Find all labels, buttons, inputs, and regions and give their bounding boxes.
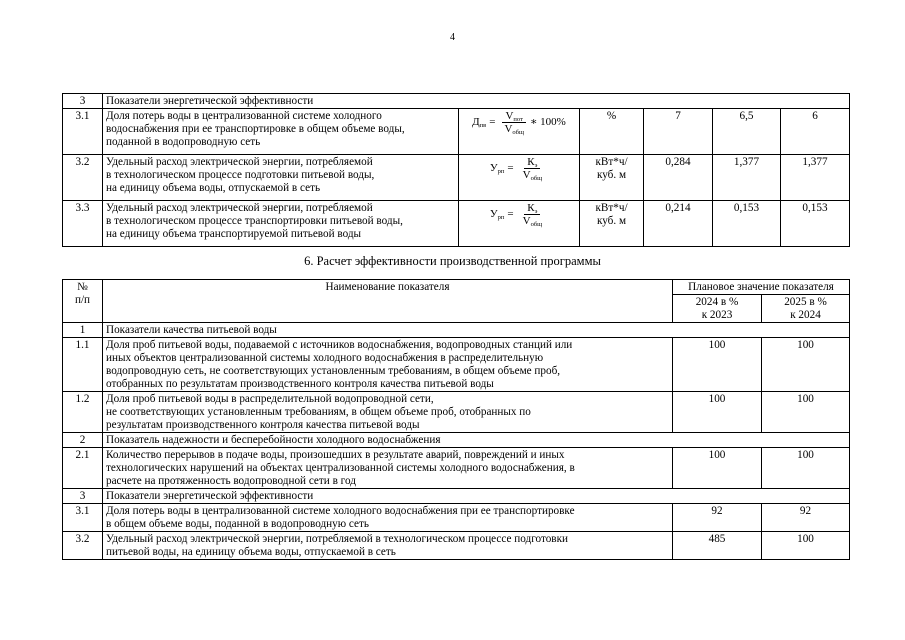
header-name: Наименование показателя: [103, 280, 673, 323]
row-number: 2.1: [63, 448, 103, 489]
section-name: Показатели энергетической эффективности: [103, 489, 850, 504]
indicator-name-line: водоснабжения при ее транспортировке в общем объеме воды,: [106, 123, 405, 135]
section-row: [63, 489, 850, 504]
formula-denominator: [520, 169, 546, 181]
row-number: 3.2: [63, 155, 103, 201]
value-2024: 485: [673, 532, 762, 560]
formula-lhs-symbol: Д: [472, 116, 480, 128]
header-plan: Плановое значение показателя: [673, 280, 850, 295]
indicator-name-line: Количество перерывов в подаче воды, произошедших в результате аварий, повреждений и иных: [106, 449, 565, 461]
value-2024: 100: [673, 392, 762, 433]
value-cell: 0,153: [713, 201, 781, 247]
formula-numerator: [524, 156, 540, 169]
unit-line: %: [606, 110, 617, 122]
table-row: [63, 338, 850, 392]
formula-equals: =: [507, 208, 514, 220]
formula-denominator: [520, 215, 546, 227]
value-cell: 0,214: [644, 201, 713, 247]
formula-cell: [459, 201, 580, 247]
row-number: 1.2: [63, 392, 103, 433]
indicator-name-line: на единицу объема транспортируемой питьевой воды: [106, 228, 362, 240]
header-col-2025: [762, 295, 850, 323]
row-number: 3: [63, 94, 103, 109]
indicator-name-line: результатам производственного контроля качества питьевой воды: [106, 419, 420, 431]
row-number: 1.1: [63, 338, 103, 392]
indicator-name: [103, 532, 673, 560]
indicator-name-line: технологических нарушений на объектах централизованной системы холодного водоснабжения, в: [106, 462, 575, 474]
formula: [462, 110, 576, 135]
indicator-name-line: в общем объеме воды, поданной в водопроводную сеть: [106, 518, 369, 530]
indicator-name-line: Удельный расход электрической энергии, потребляемой: [106, 156, 373, 168]
unit-cell: [580, 109, 644, 155]
formula: [462, 156, 576, 181]
value-cell: 0,153: [781, 201, 850, 247]
unit-line: куб. м: [596, 169, 627, 181]
indicator-name-line: иных объектов централизованной системы холодного водоснабжения в распределительную: [106, 352, 544, 364]
formula-equals: =: [489, 116, 496, 128]
formula-denominator-symbol: V: [522, 169, 531, 181]
indicator-name-line: на единицу объема воды, отпускаемой в сеть: [106, 182, 321, 194]
section-title: 6. Расчет эффективности производственной программы: [304, 254, 601, 268]
indicator-name-line: в технологическом процессе транспортировки питьевой воды,: [106, 215, 403, 227]
formula-numerator: [524, 202, 540, 215]
value-2025: 100: [762, 448, 850, 489]
indicator-name: [103, 392, 673, 433]
formula-suffix: ∗ 100%: [529, 116, 566, 128]
formula-numerator-subscript: пот: [513, 116, 523, 123]
section-row: [63, 433, 850, 448]
table-row: [63, 392, 850, 433]
indicator-name-line: отобранных по результатам производственного контроля качества питьевой воды: [106, 378, 494, 390]
indicator-name: [103, 201, 459, 247]
formula-lhs: [472, 116, 486, 129]
row-number: 3.1: [63, 109, 103, 155]
unit-line: кВт*ч/: [595, 202, 628, 214]
section-name: Показатель надежности и бесперебойности холодного водоснабжения: [103, 433, 850, 448]
energy-efficiency-table: [62, 93, 850, 247]
page-number: 4: [450, 32, 455, 43]
formula-denominator-symbol: V: [504, 123, 513, 135]
formula-denominator-subscript: общ: [512, 129, 524, 136]
value-2025: 100: [762, 338, 850, 392]
table-row: [63, 532, 850, 560]
production-efficiency-table: [62, 279, 850, 560]
indicator-name-line: в технологическом процессе подготовки питьевой воды,: [106, 169, 375, 181]
indicator-name: [103, 448, 673, 489]
formula-denominator-subscript: общ: [530, 175, 543, 182]
section-row: [63, 323, 850, 338]
value-cell: 6: [781, 109, 850, 155]
table-row: [63, 201, 850, 247]
value-cell: 0,284: [644, 155, 713, 201]
indicator-name-line: питьевой воды, на единицу объема воды, отпускаемой в сеть: [106, 546, 396, 558]
indicator-name-line: поданной в водопроводную сеть: [106, 136, 261, 148]
section-row: [63, 94, 850, 109]
section-name: Показатели энергетической эффективности: [103, 94, 850, 109]
indicator-name-line: Доля проб питьевой воды в распределительной водопроводной сети,: [106, 393, 434, 405]
formula-numerator-subscript: э: [534, 162, 538, 169]
unit-line: куб. м: [596, 215, 627, 227]
table-row: [63, 109, 850, 155]
unit-cell: [580, 201, 644, 247]
table-row: [63, 155, 850, 201]
row-number: 3.1: [63, 504, 103, 532]
formula-lhs: [490, 162, 505, 175]
header-line: к 2023: [701, 309, 733, 321]
value-2025: 100: [762, 392, 850, 433]
formula-lhs: [490, 208, 505, 221]
section-name: Показатели качества питьевой воды: [103, 323, 850, 338]
indicator-name: [103, 109, 459, 155]
formula-numerator-symbol: К: [527, 202, 535, 214]
table-row: [63, 448, 850, 489]
header-num-line: №: [77, 281, 88, 293]
unit-line: кВт*ч/: [595, 156, 628, 168]
formula-lhs-symbol: У: [489, 162, 498, 174]
indicator-name: [103, 338, 673, 392]
value-2024: 100: [673, 338, 762, 392]
value-2024: 92: [673, 504, 762, 532]
value-2024: 100: [673, 448, 762, 489]
formula-cell: [459, 155, 580, 201]
formula-lhs-subscript: пв: [479, 122, 487, 129]
row-number: 3: [63, 489, 103, 504]
formula-cell: [459, 109, 580, 155]
formula-denominator-subscript: общ: [530, 221, 543, 228]
value-cell: 7: [644, 109, 713, 155]
indicator-name-line: расчете на протяженность водопроводной сети в год: [106, 475, 356, 487]
header-num-line: п/п: [74, 294, 91, 306]
formula-lhs-symbol: У: [489, 208, 498, 220]
value-2025: 100: [762, 532, 850, 560]
row-number: 3.2: [63, 532, 103, 560]
indicator-name-line: водопроводную сеть, не соответствующих установленным требованиям, в общем объеме проб,: [106, 365, 561, 377]
header-line: 2024 в %: [695, 296, 739, 308]
row-number: 1: [63, 323, 103, 338]
formula-fraction: [501, 110, 527, 135]
indicator-name-line: Доля потерь воды в централизованной системе холодного: [106, 110, 382, 122]
formula-numerator-symbol: V: [505, 110, 514, 122]
value-cell: 6,5: [713, 109, 781, 155]
indicator-name: [103, 504, 673, 532]
indicator-name-line: Удельный расход электрической энергии, потребляемой в технологическом процессе подготовки: [106, 533, 569, 545]
table-row: [63, 504, 850, 532]
indicator-name-line: Удельный расход электрической энергии, потребляемой: [106, 202, 373, 214]
formula-lhs-subscript: рп: [497, 214, 505, 221]
header-line: к 2024: [790, 309, 821, 321]
formula-numerator-symbol: К: [527, 156, 535, 168]
indicator-name: [103, 155, 459, 201]
header-num: [63, 280, 103, 323]
indicator-name-line: Доля потерь воды в централизованной системе холодного водоснабжения при ее транспортировке: [106, 505, 575, 517]
value-cell: 1,377: [713, 155, 781, 201]
value-2025: 92: [762, 504, 850, 532]
header-line: 2025 в %: [784, 296, 827, 308]
formula-numerator: [502, 110, 525, 123]
indicator-name-line: не соответствующих установленным требованиям, в общем объеме проб, отобранных по: [106, 406, 531, 418]
row-number: 2: [63, 433, 103, 448]
formula-numerator-subscript: э: [534, 208, 538, 215]
formula-fraction: [520, 202, 546, 227]
header-col-2024: [673, 295, 762, 323]
row-number: 3.3: [63, 201, 103, 247]
indicator-name-line: Доля проб питьевой воды, подаваемой с источников водоснабжения, водопроводных станций или: [106, 339, 573, 351]
formula-equals: =: [507, 162, 514, 174]
formula-denominator: [501, 123, 527, 135]
formula-fraction: [520, 156, 546, 181]
formula-lhs-subscript: рп: [497, 168, 505, 175]
unit-cell: [580, 155, 644, 201]
value-cell: 1,377: [781, 155, 850, 201]
formula: [462, 202, 576, 227]
formula-denominator-symbol: V: [522, 215, 531, 227]
